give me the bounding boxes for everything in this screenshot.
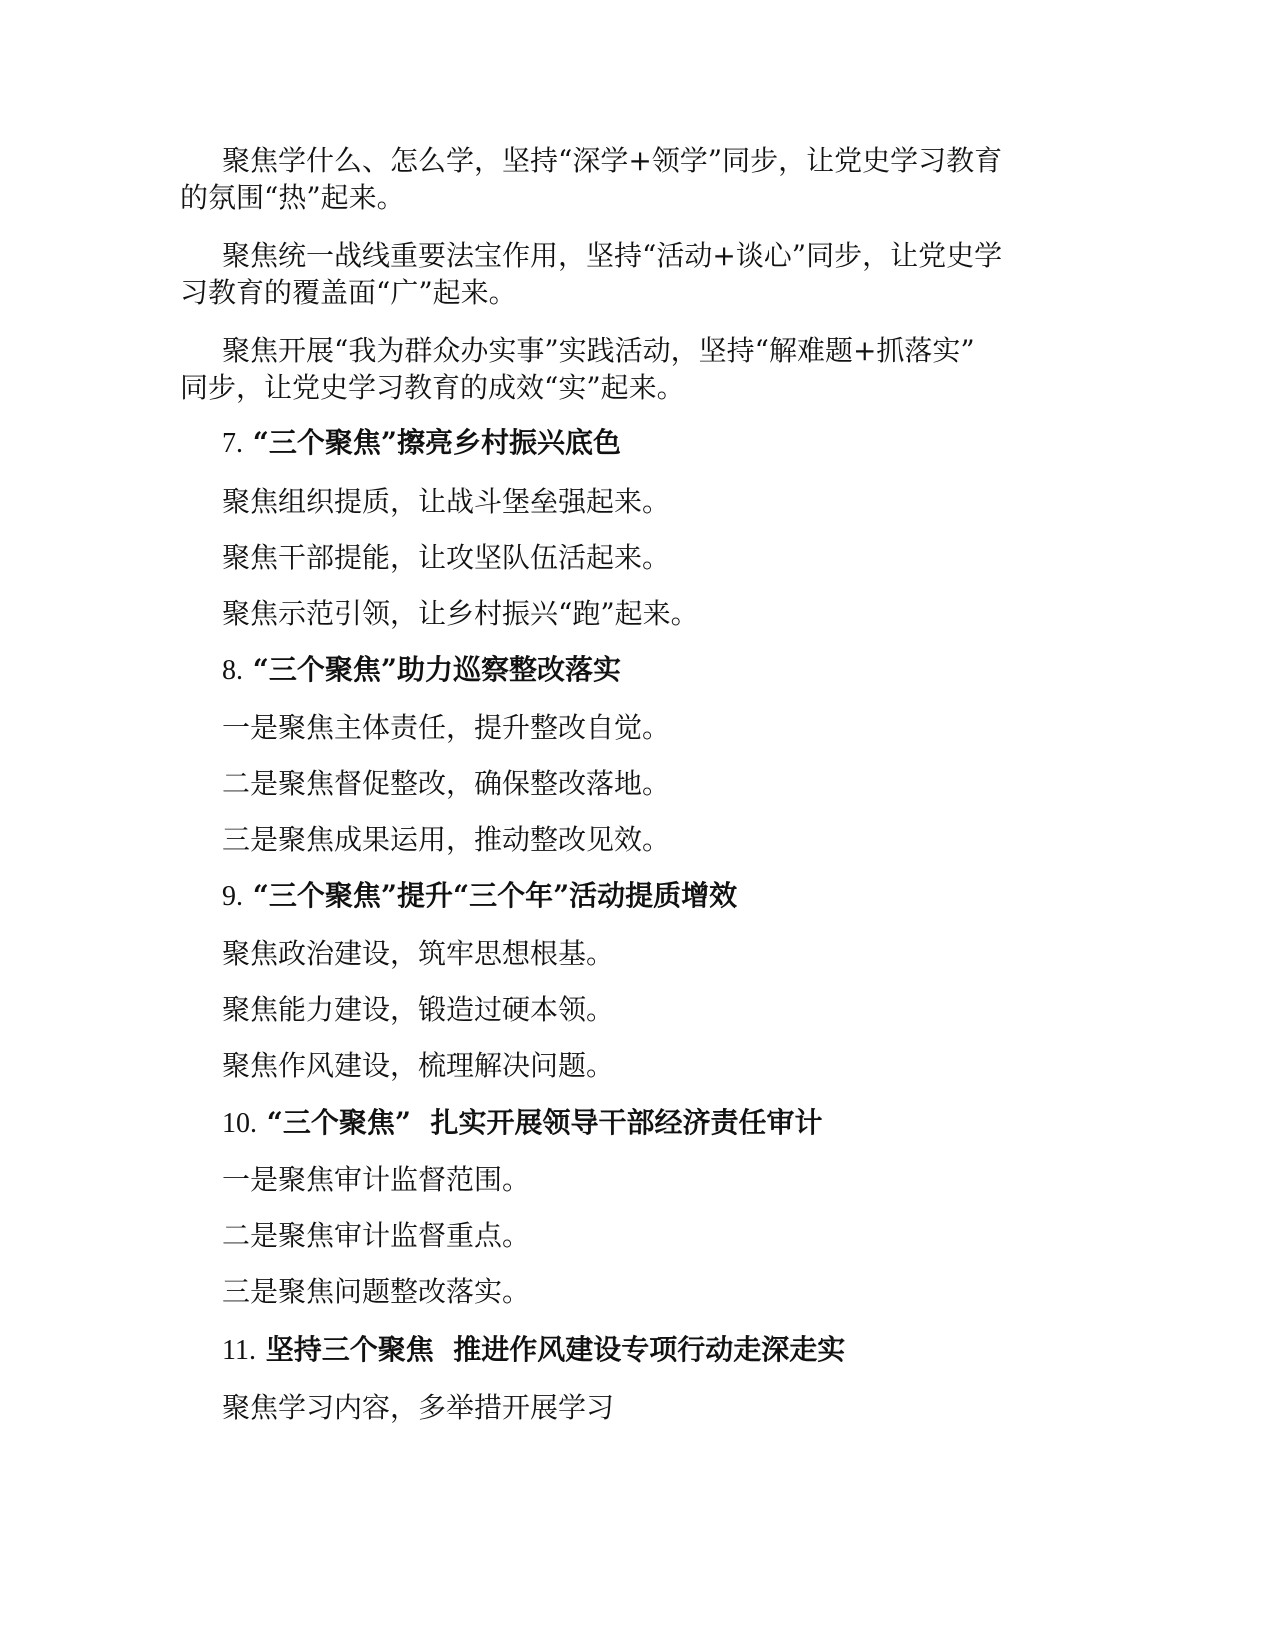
section-8-title: “三个聚焦”助力巡察整改落实 xyxy=(252,653,621,686)
section-11-item-1: 聚焦学习内容，多举措开展学习 xyxy=(222,1391,615,1424)
section-8-item-3: 三是聚焦成果运用，推动整改见效。 xyxy=(222,823,671,856)
section-10-item-3: 三是聚焦问题整改落实。 xyxy=(222,1275,531,1308)
section-8-number: 8. xyxy=(222,655,243,686)
section-10-item-2: 二是聚焦审计监督重点。 xyxy=(222,1219,531,1252)
section-8-item-1: 一是聚焦主体责任，提升整改自觉。 xyxy=(222,711,671,744)
section-9-number: 9. xyxy=(222,881,243,912)
paragraph-1-line-2: 的氛围“热”起来。 xyxy=(180,181,405,214)
section-7-number: 7. xyxy=(222,428,243,459)
section-9-item-1: 聚焦政治建设，筑牢思想根基。 xyxy=(222,937,615,970)
section-10-number: 10. xyxy=(222,1108,257,1139)
paragraph-3-line-2: 同步，让党史学习教育的成效“实”起来。 xyxy=(180,371,685,404)
section-11-number: 11. xyxy=(222,1335,256,1366)
section-9-item-3: 聚焦作风建设，梳理解决问题。 xyxy=(222,1049,615,1082)
section-9-item-2: 聚焦能力建设，锻造过硬本领。 xyxy=(222,993,615,1026)
section-9-heading xyxy=(222,878,737,915)
section-10-title: “三个聚焦” 扎实开展领导干部经济责任审计 xyxy=(266,1106,823,1139)
paragraph-3-line-1: 聚焦开展“我为群众办实事”实践活动，坚持“解难题+抓落实” xyxy=(222,334,975,367)
paragraph-1-line-1: 聚焦学什么、怎么学，坚持“深学+领学”同步，让党史学习教育 xyxy=(222,144,1003,177)
section-7-item-3: 聚焦示范引领，让乡村振兴“跑”起来。 xyxy=(222,597,699,630)
section-10-item-1: 一是聚焦审计监督范围。 xyxy=(222,1163,531,1196)
section-7-heading xyxy=(222,425,621,462)
section-7-item-2: 聚焦干部提能，让攻坚队伍活起来。 xyxy=(222,541,671,574)
section-11-heading xyxy=(222,1332,845,1369)
section-7-item-1: 聚焦组织提质，让战斗堡垒强起来。 xyxy=(222,485,671,518)
paragraph-2-line-2: 习教育的覆盖面“广”起来。 xyxy=(180,276,517,309)
section-9-title: “三个聚焦”提升“三个年”活动提质增效 xyxy=(252,879,738,912)
section-7-title: “三个聚焦”擦亮乡村振兴底色 xyxy=(252,426,621,459)
section-11-title: 坚持三个聚焦 推进作风建设专项行动走深走实 xyxy=(265,1333,846,1366)
section-8-item-2: 二是聚焦督促整改，确保整改落地。 xyxy=(222,767,671,800)
paragraph-2-line-1: 聚焦统一战线重要法宝作用，坚持“活动+谈心”同步，让党史学 xyxy=(222,239,1003,272)
section-8-heading xyxy=(222,652,621,689)
section-10-heading xyxy=(222,1105,822,1142)
